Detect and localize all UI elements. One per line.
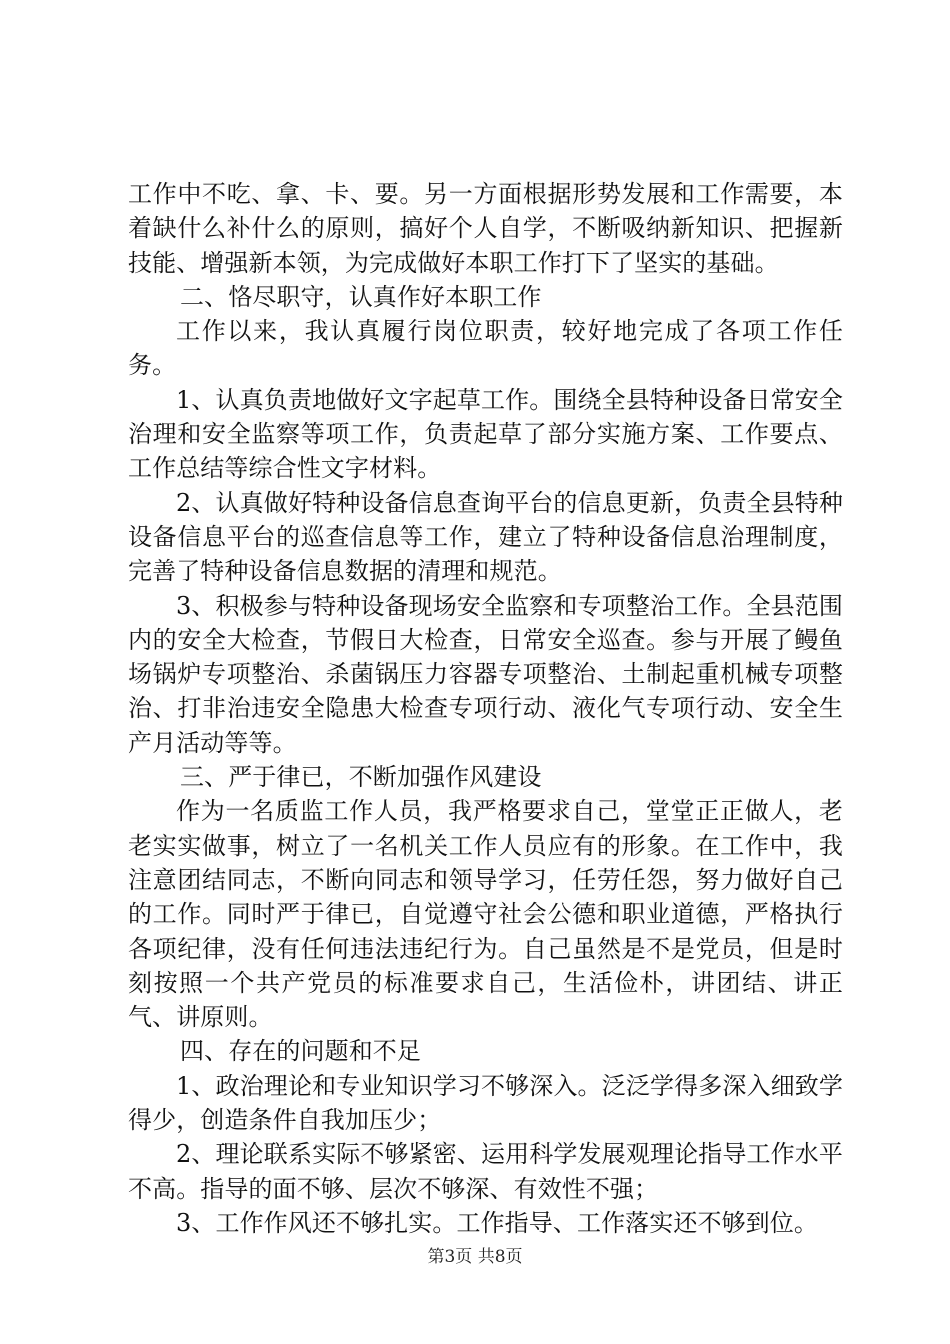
section-heading-3: 三、严于律已，不断加强作风建设 [180,763,542,792]
paragraph-work-intro: 工作以来，我认真履行岗位职责，较好地完成了各项工作任务。 [128,317,843,380]
paragraph-item-2: 2、认真做好特种设备信息查询平台的信息更新，负责全县特种设备信息平台的巡查信息等工作，建立了特种设备信息治理制度，完善了特种设备信息数据的清理和规范。 [128,488,843,586]
paragraph-item-3: 3、积极参与特种设备现场安全监察和专项整治工作。全县范围内的安全大检查，节假日大检查，日常安全巡查。参与开展了鳗鱼场锅炉专项整治、杀菌锅压力容器专项整治、土制起重机械专项整治、打非治违安全隐患大检查专项行动、液化气专项行动、安全生产月活动等等。 [128,591,843,757]
document-body [128,177,843,1240]
paragraph-conduct: 作为一名质监工作人员，我严格要求自己，堂堂正正做人，老老实实做事，树立了一名机关工作人员应有的形象。在工作中，我注意团结同志，不断向同志和领导学习，任劳任怨，努力做好自己的工作。同时严于律已，自觉遵守社会公德和职业道德，严格执行各项纪律，没有任何违法违纪行为。自己虽然是不是党员，但是时刻按照一个共产党员的标准要求自己，生活俭朴，讲团结、讲正气、讲原则。 [128,797,843,1032]
paragraph-item-1: 1、认真负责地做好文字起草工作。围绕全县特种设备日常安全治理和安全监察等项工作，负责起草了部分实施方案、工作要点、工作总结等综合性文字材料。 [128,385,843,483]
page-number-footer: 第3页 共8页 [427,1247,523,1267]
paragraph-issue-1: 1、政治理论和专业知识学习不够深入。泛泛学得多深入细致学得少，创造条件自我加压少； [128,1071,843,1135]
section-heading-2: 二、恪尽职守，认真作好本职工作 [180,282,542,311]
paragraph-issue-2: 2、理论联系实际不够紧密、运用科学发展观理论指导工作水平不高。指导的面不够、层次不够深、有效性不强； [128,1140,843,1203]
section-heading-4: 四、存在的问题和不足 [180,1037,421,1066]
paragraph-issue-3: 3、工作作风还不够扎实。工作指导、工作落实还不够到位。 [176,1208,818,1237]
paragraph-continuation: 工作中不吃、拿、卡、要。另一方面根据形势发展和工作需要，本着缺什么补什么的原则，搞好个人自学，不断吸纳新知识、把握新技能、增强新本领，为完成做好本职工作打下了坚实的基础。 [128,180,843,277]
